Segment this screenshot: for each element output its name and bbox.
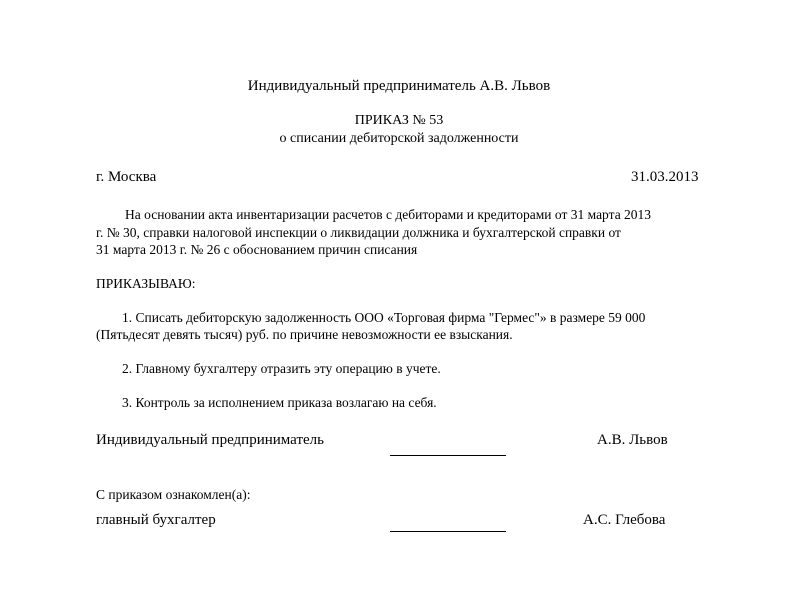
acquainted-label: С приказом ознакомлен(а): (96, 487, 251, 502)
item-1-line-1: 1. Списать дебиторскую задолженность ООО «Торговая фирма "Гермес"» в размере 59 000 (122, 310, 646, 325)
signer-name: А.В. Львов (597, 432, 668, 448)
signer-role: Индивидуальный предприниматель (96, 432, 324, 448)
basis-line-3: 31 марта 2013 г. № 26 с обоснованием причин списания (96, 242, 418, 257)
entrepreneur-header: Индивидуальный предприниматель А.В. Львов (247, 78, 551, 94)
signer-signature-line (390, 455, 506, 456)
accountant-name: А.С. Глебова (583, 512, 666, 528)
order-word: ПРИКАЗЫВАЮ: (96, 276, 196, 291)
item-2: 2. Главному бухгалтеру отразить эту операцию в учете. (122, 361, 441, 376)
basis-line-2: г. № 30, справки налоговой инспекции о ликвидации должника и бухгалтерской справки от (96, 225, 621, 240)
item-1-line-2: (Пятьдесят девять тысяч) руб. по причине невозможности ее взыскания. (96, 327, 513, 342)
order-date: 31.03.2013 (631, 169, 699, 185)
order-subject: о списании дебиторской задолженности (279, 131, 519, 146)
city: г. Москва (96, 169, 157, 185)
order-title: ПРИКАЗ № 53 (354, 113, 444, 128)
accountant-signature-line (390, 531, 506, 532)
accountant-role: главный бухгалтер (96, 512, 216, 528)
basis-line-1: На основании акта инвентаризации расчетов с дебиторами и кредиторами от 31 марта 2013 (125, 207, 652, 222)
item-3: 3. Контроль за исполнением приказа возлагаю на себя. (122, 395, 437, 410)
